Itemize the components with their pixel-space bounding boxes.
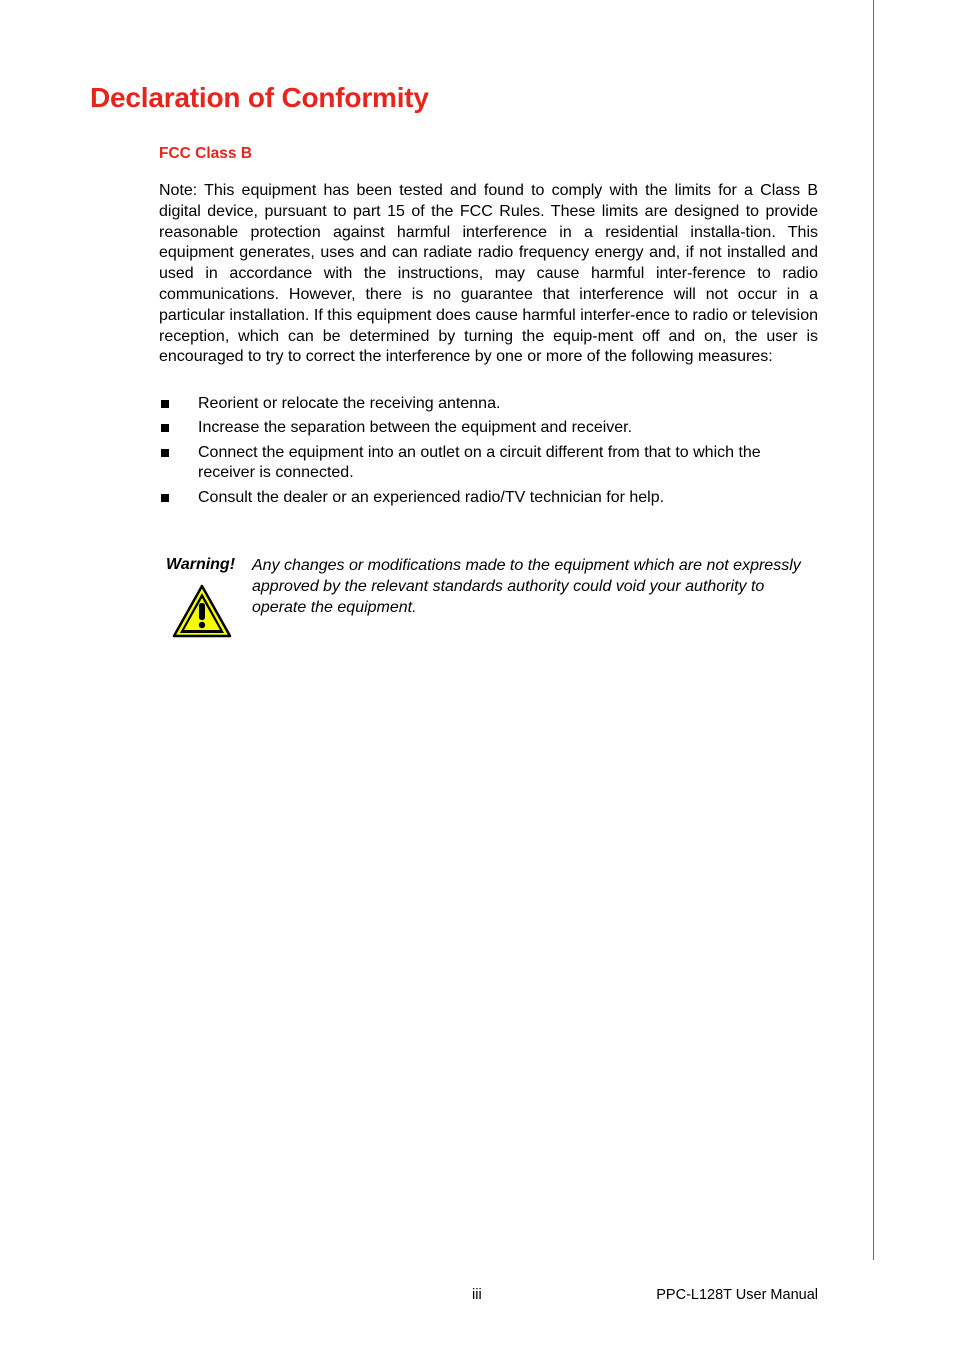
list-item-text: Consult the dealer or an experienced radio/TV technician for help.: [198, 488, 665, 506]
list-item: [159, 488, 818, 509]
manual-name: PPC-L128T User Manual: [656, 1287, 818, 1303]
square-bullet-icon: [161, 449, 169, 457]
warning-label: Warning!: [166, 556, 236, 573]
list-item-text: Increase the separation between the equipment and receiver.: [198, 419, 633, 437]
list-item-text: Connect the equipment into an outlet on a circuit different from that to which the receiver is connected.: [198, 443, 761, 482]
fcc-note-paragraph: Note: This equipment has been tested and found to comply with the limits for a Class B digital device, pursuant to part 15 of the FCC Rules. These limits are designed to provide reasonable protection against harmful interference in a residential installa-tion. This equipment generates, uses and can radiate radio frequency energy and, if not installed and used in accordance with the instructions, may cause harmful inter-ference to radio communications. However, there is no guarantee that interference will not occur in a particular installation. If this equipment does cause harmful interfer-ence to radio or television reception, which can be determined by turning the equip-ment off and on, the user is encouraged to try to correct the interference by one or more of the following measures:: [159, 182, 818, 366]
page-title: Declaration of Conformity: [90, 82, 429, 113]
measures-list: [159, 394, 818, 512]
section-heading: FCC Class B: [159, 145, 253, 162]
warning-text: Any changes or modifications made to the equipment which are not expressly approved by the relevant standards authority could void your authority to operate the equipment.: [252, 557, 801, 616]
page-number: iii: [472, 1287, 482, 1303]
square-bullet-icon: [161, 494, 169, 502]
square-bullet-icon: [161, 424, 169, 432]
warning-triangle-icon: [172, 584, 232, 638]
list-item: [159, 418, 818, 439]
list-item: [159, 394, 818, 415]
square-bullet-icon: [161, 400, 169, 408]
list-item: [159, 443, 818, 485]
margin-rule: [873, 0, 874, 1260]
list-item-text: Reorient or relocate the receiving antenna.: [198, 395, 501, 412]
